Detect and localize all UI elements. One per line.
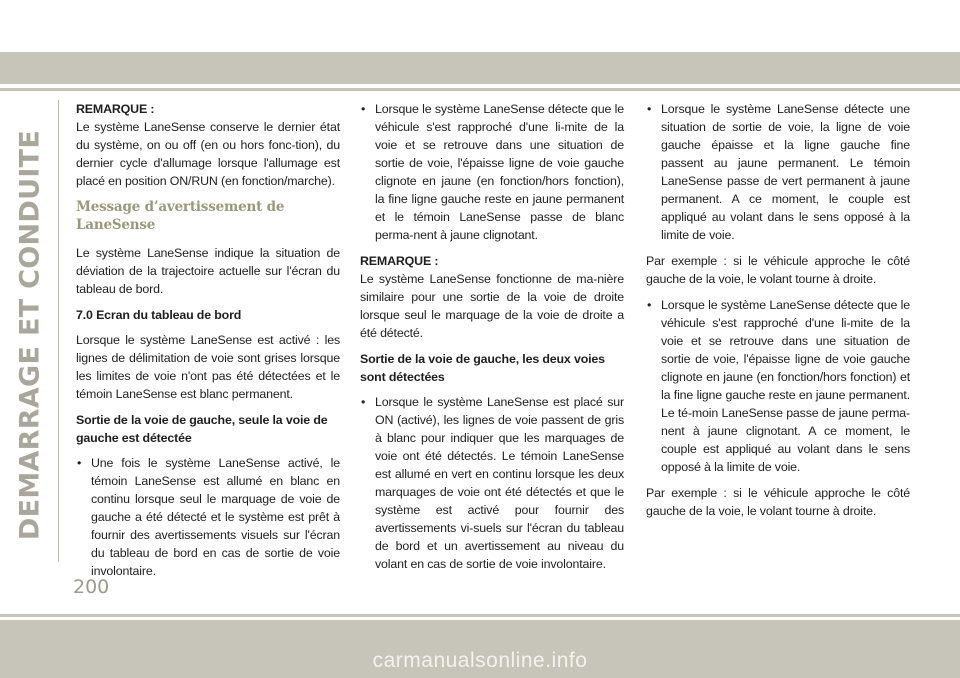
section-heading: Message d’avertissement de LaneSense	[76, 199, 285, 233]
remark-text: Le système LaneSense conserve le dernier état du système, on ou off (en ou hors fonc-tion), du dernier cycle d'allumage lorsque l'allumage est placé en position ON/RUN (en fonction/marche).	[76, 120, 340, 188]
example-paragraph: Par exemple : si le véhicule approche le côté gauche de la voie, le volant tourne à droite.	[646, 254, 910, 286]
page-number: 200	[73, 576, 110, 598]
remark-text: Le système LaneSense fonctionne de ma-nière similaire pour une sortie de la voie de droite lorsque seul le marquage de la voie de droite a été détecté.	[360, 272, 624, 340]
subheading-both-lanes: Sortie de la voie de gauche, les deux voies sont détectées	[360, 352, 605, 384]
watermark-text: carmanualsonline.info	[372, 649, 588, 672]
bullet-item: • Lorsque le système LaneSense détecte que le véhicule s'est rapproché d'une li-mite de la voie et se retrouve dans une situation de sortie de voie, l'épaisse ligne de voie gauche clignote en jaune (en fonction/hors fonction) et la fine ligne gauche reste en jaune permanent. Le té-moin LaneSense passe de jaune perma-nent à jaune clignotant. A ce moment, le couple est appliqué au volant dans le sens opposé à la limite de voie.	[646, 296, 910, 476]
intro-paragraph: Le système LaneSense indique la situation de déviation de la trajectoire actuelle sur l'écran du tableau de bord.	[76, 246, 340, 296]
column-3	[646, 100, 910, 528]
section-sidebar	[10, 100, 50, 570]
remark-label: REMARQUE :	[76, 102, 155, 116]
header-band	[0, 52, 960, 84]
dashboard-paragraph: Lorsque le système LaneSense est activé : les lignes de délimitation de voie sont grises lorsque les limites de voie n'ont pas été détectées et le témoin LaneSense est blanc permanent.	[76, 333, 340, 401]
bullet-item: • Lorsque le système LaneSense est placé sur ON (activé), les lignes de voie passent de gris à blanc pour indiquer que les marquages de voie ont été détectés. Le témoin LaneSense est allumé en vert en continu lorsque les deux marquages de voie ont été détectés et que le système est activé pour fournir des avertissements vi-suels sur l'écran du tableau de bord et un avertissement au niveau du volant en cas de sortie de voie involontaire.	[360, 393, 624, 573]
sidebar-divider	[58, 100, 59, 562]
subheading-dashboard: 7.0 Ecran du tableau de bord	[76, 308, 242, 322]
bullet-item: • Lorsque le système LaneSense détecte une situation de sortie de voie, la ligne de voie gauche épaisse et la ligne gauche fine passent au jaune permanent. Le témoin LaneSense passe de vert permanent à jaune permanent. A ce moment, le couple est appliqué au volant dans le sens opposé à la limite de voie.	[646, 100, 910, 244]
bullet-item: • Une fois le système LaneSense activé, le témoin LaneSense est allumé en blanc en continu lorsque seul le marquage de voie de gauche a été détecté et le système est prêt à fournir des avertissements visuels sur l'écran du tableau de bord en cas de sortie de voie involontaire.	[76, 454, 340, 580]
header-rule	[0, 88, 960, 91]
section-title: DEMARRAGE ET CONDUITE	[14, 129, 46, 541]
bullet-item: • Lorsque le système LaneSense détecte que le véhicule s'est rapproché d'une li-mite de la voie et se retrouve dans une situation de sortie de voie, l'épaisse ligne de voie gauche clignote en jaune (en fonction/hors fonction), la fine ligne gauche reste en jaune permanent et le témoin LaneSense passe de blanc perma-nent à jaune clignotant.	[360, 100, 624, 244]
column-2	[360, 100, 624, 581]
subheading-left-lane-only: Sortie de la voie de gauche, seule la voie de gauche est détectée	[76, 413, 328, 445]
column-1	[76, 100, 340, 588]
footer-rule	[0, 614, 960, 617]
remark-label: REMARQUE :	[360, 254, 439, 268]
example-paragraph: Par exemple : si le véhicule approche le côté gauche de la voie, le volant tourne à droite.	[646, 486, 910, 518]
